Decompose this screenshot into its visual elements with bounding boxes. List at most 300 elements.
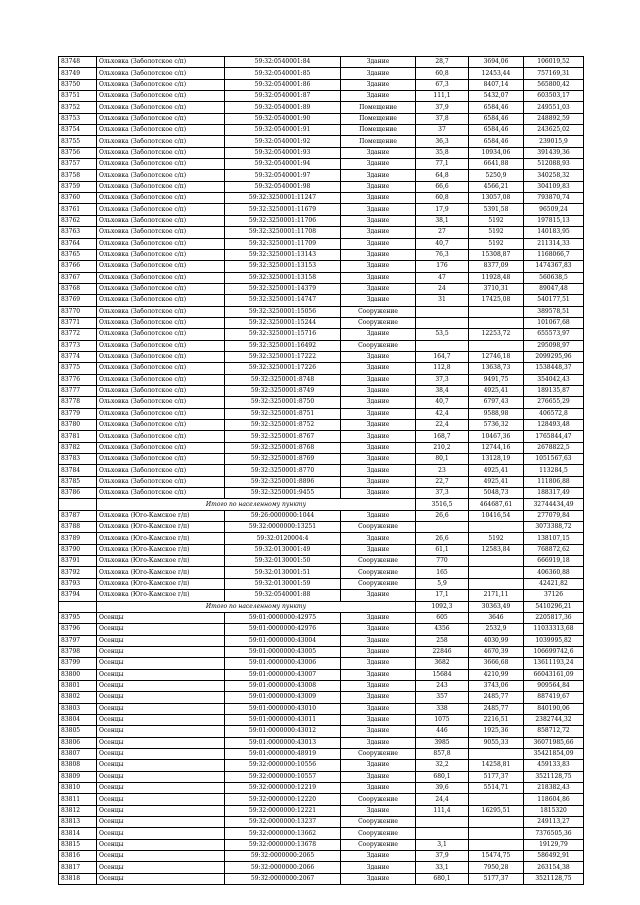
object-type-cell: Здание: [341, 646, 416, 657]
unit-value-cell: 13638,73: [469, 363, 524, 374]
locality-cell: Осенцы: [97, 794, 225, 805]
cadastral-value-cell: 340258,32: [524, 170, 584, 181]
locality-cell: Осенцы: [97, 658, 225, 669]
cadastral-value-cell: 565800,42: [524, 79, 584, 90]
area-cell: 243: [416, 680, 469, 691]
cadastral-value-cell: 243625,02: [524, 125, 584, 136]
unit-value-cell: 5514,71: [469, 783, 524, 794]
row-number: 83764: [59, 238, 97, 249]
area-cell: 77,1: [416, 159, 469, 170]
unit-value-cell: 5192: [469, 227, 524, 238]
locality-cell: Ольховка (Юго-Камское г/п): [97, 578, 225, 589]
row-number: 83759: [59, 181, 97, 192]
row-number: 83752: [59, 102, 97, 113]
unit-value-cell: 6584,46: [469, 125, 524, 136]
cadastral-value-cell: 111806,88: [524, 476, 584, 487]
object-type-cell: Здание: [341, 420, 416, 431]
cadastral-value-cell: 2382744,32: [524, 714, 584, 725]
area-cell: 53,5: [416, 329, 469, 340]
unit-value-cell: 2216,51: [469, 714, 524, 725]
area-cell: 3682: [416, 658, 469, 669]
subtotal-label: Итого по населенному пункту: [97, 601, 416, 612]
locality-cell: Ольховка (Юго-Камское г/п): [97, 533, 225, 544]
table-row: [59, 612, 584, 623]
area-cell: 3516,5: [416, 499, 469, 510]
area-cell: 26,6: [416, 533, 469, 544]
object-type-cell: Здание: [341, 805, 416, 816]
area-cell: 680,1: [416, 873, 469, 884]
object-type-cell: Сооружение: [341, 794, 416, 805]
unit-value-cell: 12453,44: [469, 68, 524, 79]
cadastral-value-cell: 2678822,5: [524, 442, 584, 453]
cadastral-value-cell: 3521128,75: [524, 873, 584, 884]
object-type-cell: Сооружение: [341, 556, 416, 567]
row-number: 83788: [59, 522, 97, 533]
locality-cell: Ольховка (Юго-Камское г/п): [97, 510, 225, 521]
area-cell: 4356: [416, 624, 469, 635]
object-type-cell: Здание: [341, 737, 416, 748]
row-number: 83778: [59, 397, 97, 408]
cadastral-value-cell: 512088,93: [524, 159, 584, 170]
unit-value-cell: [469, 794, 524, 805]
area-cell: 38,1: [416, 215, 469, 226]
object-type-cell: Здание: [341, 431, 416, 442]
row-number: 83780: [59, 420, 97, 431]
unit-value-cell: 11928,48: [469, 272, 524, 283]
area-cell: 60,8: [416, 193, 469, 204]
unit-value-cell: 3694,06: [469, 57, 524, 68]
object-type-cell: Здание: [341, 295, 416, 306]
area-cell: 37: [416, 125, 469, 136]
table-row: [59, 692, 584, 703]
cadastral-number-cell: 59:32:3250001:8768: [225, 442, 341, 453]
row-number: 83756: [59, 147, 97, 158]
area-cell: 37,8: [416, 113, 469, 124]
cadastral-number-cell: 59:01:0000000:42975: [225, 612, 341, 623]
cadastral-value-cell: 406360,88: [524, 567, 584, 578]
object-type-cell: Здание: [341, 612, 416, 623]
cadastral-number-cell: 59:32:0130001:49: [225, 544, 341, 555]
cadastral-value-cell: 32744434,49: [524, 499, 584, 510]
cadastral-value-cell: 840190,06: [524, 703, 584, 714]
table-row: [59, 817, 584, 828]
object-type-cell: Здание: [341, 215, 416, 226]
unit-value-cell: 4210,99: [469, 669, 524, 680]
table-row: [59, 533, 584, 544]
locality-cell: Ольховка (Заболотское с/п): [97, 147, 225, 158]
unit-value-cell: 2171,11: [469, 590, 524, 601]
row-number: 83809: [59, 771, 97, 782]
cadastral-number-cell: 59:32:0540001:93: [225, 147, 341, 158]
locality-cell: Осенцы: [97, 692, 225, 703]
table-row: [59, 476, 584, 487]
cadastral-value-cell: 36071985,66: [524, 737, 584, 748]
table-row: [59, 771, 584, 782]
table-row: [59, 578, 584, 589]
table-row: [59, 340, 584, 351]
unit-value-cell: 10934,06: [469, 147, 524, 158]
object-type-cell: Здание: [341, 692, 416, 703]
cadastral-number-cell: 59:32:0540001:88: [225, 590, 341, 601]
row-number: 83748: [59, 57, 97, 68]
unit-value-cell: [469, 817, 524, 828]
object-type-cell: Здание: [341, 181, 416, 192]
locality-cell: Ольховка (Заболотское с/п): [97, 397, 225, 408]
table-row: [59, 204, 584, 215]
object-type-cell: Сооружение: [341, 317, 416, 328]
empty-cell: [59, 499, 97, 510]
area-cell: 17,9: [416, 204, 469, 215]
row-number: 83803: [59, 703, 97, 714]
property-register-table: [58, 56, 584, 885]
locality-cell: Ольховка (Заболотское с/п): [97, 261, 225, 272]
object-type-cell: Сооружение: [341, 578, 416, 589]
area-cell: 31: [416, 295, 469, 306]
table-row: [59, 261, 584, 272]
row-number: 83802: [59, 692, 97, 703]
area-cell: [416, 522, 469, 533]
row-number: 83785: [59, 476, 97, 487]
cadastral-number-cell: 59:32:3250001:13153: [225, 261, 341, 272]
area-cell: 38,4: [416, 385, 469, 396]
table-row: [59, 306, 584, 317]
table-row: [59, 351, 584, 362]
unit-value-cell: [469, 748, 524, 759]
table-row: [59, 181, 584, 192]
cadastral-number-cell: 59:32:0540001:86: [225, 79, 341, 90]
cadastral-number-cell: 59:32:0000000:12220: [225, 794, 341, 805]
unit-value-cell: 6584,46: [469, 113, 524, 124]
unit-value-cell: [469, 578, 524, 589]
object-type-cell: Здание: [341, 193, 416, 204]
area-cell: [416, 340, 469, 351]
cadastral-number-cell: 59:32:0000000:13237: [225, 817, 341, 828]
cadastral-number-cell: 59:32:3250001:15056: [225, 306, 341, 317]
cadastral-value-cell: 666919,18: [524, 556, 584, 567]
area-cell: 5,9: [416, 578, 469, 589]
row-number: 83762: [59, 215, 97, 226]
object-type-cell: Здание: [341, 760, 416, 771]
area-cell: 28,7: [416, 57, 469, 68]
area-cell: 168,7: [416, 431, 469, 442]
locality-cell: Ольховка (Заболотское с/п): [97, 193, 225, 204]
unit-value-cell: 4566,21: [469, 181, 524, 192]
unit-value-cell: [469, 556, 524, 567]
unit-value-cell: 13057,08: [469, 193, 524, 204]
object-type-cell: Здание: [341, 68, 416, 79]
row-number: 83812: [59, 805, 97, 816]
cadastral-number-cell: 59:01:0000000:43013: [225, 737, 341, 748]
unit-value-cell: [469, 567, 524, 578]
unit-value-cell: 3666,68: [469, 658, 524, 669]
unit-value-cell: 3743,06: [469, 680, 524, 691]
row-number: 83782: [59, 442, 97, 453]
table-row: [59, 680, 584, 691]
unit-value-cell: 4925,41: [469, 465, 524, 476]
subtotal-row: [59, 499, 584, 510]
cadastral-number-cell: 59:32:0130001:59: [225, 578, 341, 589]
cadastral-value-cell: 1168066,7: [524, 249, 584, 260]
cadastral-number-cell: 59:01:0000000:43005: [225, 646, 341, 657]
table-row: [59, 442, 584, 453]
cadastral-value-cell: 1474367,83: [524, 261, 584, 272]
cadastral-number-cell: 59:01:0000000:43008: [225, 680, 341, 691]
unit-value-cell: 4030,99: [469, 635, 524, 646]
area-cell: 338: [416, 703, 469, 714]
cadastral-number-cell: 59:32:0540001:89: [225, 102, 341, 113]
cadastral-number-cell: 59:32:0130001:51: [225, 567, 341, 578]
object-type-cell: Здание: [341, 510, 416, 521]
unit-value-cell: 10416,54: [469, 510, 524, 521]
area-cell: 27: [416, 227, 469, 238]
cadastral-number-cell: 59:32:0000000:12219: [225, 783, 341, 794]
locality-cell: Ольховка (Заболотское с/п): [97, 136, 225, 147]
row-number: 83804: [59, 714, 97, 725]
locality-cell: Осенцы: [97, 760, 225, 771]
cadastral-value-cell: 248892,59: [524, 113, 584, 124]
cadastral-number-cell: 59:32:0000000:2066: [225, 862, 341, 873]
object-type-cell: Здание: [341, 261, 416, 272]
cadastral-number-cell: 59:32:3250001:14747: [225, 295, 341, 306]
area-cell: [416, 828, 469, 839]
cadastral-value-cell: 768872,62: [524, 544, 584, 555]
table-row: [59, 57, 584, 68]
locality-cell: Осенцы: [97, 737, 225, 748]
area-cell: 111,1: [416, 91, 469, 102]
unit-value-cell: 6797,43: [469, 397, 524, 408]
table-row: [59, 454, 584, 465]
table-row: [59, 703, 584, 714]
unit-value-cell: 1925,36: [469, 726, 524, 737]
cadastral-number-cell: 59:01:0000000:43012: [225, 726, 341, 737]
row-number: 83761: [59, 204, 97, 215]
cadastral-number-cell: 59:32:0540001:85: [225, 68, 341, 79]
table-row: [59, 726, 584, 737]
cadastral-number-cell: 59:32:0540001:91: [225, 125, 341, 136]
cadastral-number-cell: 59:01:0000000:43006: [225, 658, 341, 669]
unit-value-cell: 5391,58: [469, 204, 524, 215]
unit-value-cell: 14258,81: [469, 760, 524, 771]
cadastral-number-cell: 59:32:0000000:10556: [225, 760, 341, 771]
row-number: 83776: [59, 374, 97, 385]
row-number: 83771: [59, 317, 97, 328]
row-number: 83755: [59, 136, 97, 147]
cadastral-value-cell: 655573,97: [524, 329, 584, 340]
table-row: [59, 91, 584, 102]
unit-value-cell: 8407,14: [469, 79, 524, 90]
table-row: [59, 102, 584, 113]
object-type-cell: Здание: [341, 79, 416, 90]
object-type-cell: Здание: [341, 374, 416, 385]
unit-value-cell: 5192: [469, 215, 524, 226]
locality-cell: Ольховка (Заболотское с/п): [97, 329, 225, 340]
cadastral-value-cell: 96509,24: [524, 204, 584, 215]
row-number: 83816: [59, 851, 97, 862]
locality-cell: Осенцы: [97, 862, 225, 873]
cadastral-value-cell: 540177,51: [524, 295, 584, 306]
row-number: 83793: [59, 578, 97, 589]
locality-cell: Осенцы: [97, 873, 225, 884]
area-cell: 258: [416, 635, 469, 646]
cadastral-value-cell: 138107,15: [524, 533, 584, 544]
cadastral-value-cell: 66043161,09: [524, 669, 584, 680]
locality-cell: Осенцы: [97, 726, 225, 737]
row-number: 83810: [59, 783, 97, 794]
area-cell: 32,2: [416, 760, 469, 771]
table-row: [59, 215, 584, 226]
unit-value-cell: 6641,88: [469, 159, 524, 170]
area-cell: 47: [416, 272, 469, 283]
row-number: 83789: [59, 533, 97, 544]
cadastral-value-cell: 118604,86: [524, 794, 584, 805]
locality-cell: Ольховка (Заболотское с/п): [97, 295, 225, 306]
locality-cell: Ольховка (Юго-Камское г/п): [97, 556, 225, 567]
cadastral-value-cell: 35421854,09: [524, 748, 584, 759]
cadastral-number-cell: 59:32:3250001:8767: [225, 431, 341, 442]
row-number: 83817: [59, 862, 97, 873]
table-row: [59, 397, 584, 408]
cadastral-value-cell: 391439,36: [524, 147, 584, 158]
object-type-cell: Здание: [341, 397, 416, 408]
locality-cell: Ольховка (Заболотское с/п): [97, 238, 225, 249]
cadastral-number-cell: 59:01:0000000:43004: [225, 635, 341, 646]
locality-cell: Осенцы: [97, 612, 225, 623]
unit-value-cell: 464687,61: [469, 499, 524, 510]
area-cell: 22846: [416, 646, 469, 657]
table-row: [59, 862, 584, 873]
unit-value-cell: 3710,31: [469, 283, 524, 294]
locality-cell: Ольховка (Заболотское с/п): [97, 465, 225, 476]
table-row: [59, 193, 584, 204]
object-type-cell: Здание: [341, 363, 416, 374]
cadastral-number-cell: 59:01:0000000:43010: [225, 703, 341, 714]
locality-cell: Осенцы: [97, 851, 225, 862]
row-number: 83769: [59, 295, 97, 306]
object-type-cell: Здание: [341, 454, 416, 465]
locality-cell: Осенцы: [97, 680, 225, 691]
locality-cell: Ольховка (Заболотское с/п): [97, 159, 225, 170]
locality-cell: Ольховка (Заболотское с/п): [97, 204, 225, 215]
table-row: [59, 646, 584, 657]
table-row: [59, 113, 584, 124]
area-cell: 22,7: [416, 476, 469, 487]
cadastral-value-cell: 757169,31: [524, 68, 584, 79]
cadastral-number-cell: 59:32:0540001:97: [225, 170, 341, 181]
object-type-cell: Здание: [341, 680, 416, 691]
locality-cell: Осенцы: [97, 669, 225, 680]
area-cell: 1075: [416, 714, 469, 725]
locality-cell: Ольховка (Заболотское с/п): [97, 249, 225, 260]
table-row: [59, 147, 584, 158]
cadastral-number-cell: 59:32:0000000:12221: [225, 805, 341, 816]
cadastral-number-cell: 59:32:3250001:11679: [225, 204, 341, 215]
row-number: 83794: [59, 590, 97, 601]
row-number: 83792: [59, 567, 97, 578]
unit-value-cell: 5432,07: [469, 91, 524, 102]
cadastral-number-cell: 59:32:3250001:11247: [225, 193, 341, 204]
cadastral-number-cell: 59:32:3250001:14379: [225, 283, 341, 294]
table-row: [59, 510, 584, 521]
locality-cell: Ольховка (Заболотское с/п): [97, 306, 225, 317]
locality-cell: Ольховка (Заболотское с/п): [97, 317, 225, 328]
locality-cell: Ольховка (Заболотское с/п): [97, 283, 225, 294]
row-number: 83814: [59, 828, 97, 839]
row-number: 83791: [59, 556, 97, 567]
cadastral-value-cell: 603503,17: [524, 91, 584, 102]
locality-cell: Ольховка (Заболотское с/п): [97, 68, 225, 79]
row-number: 83783: [59, 454, 97, 465]
object-type-cell: Здание: [341, 476, 416, 487]
area-cell: 33,1: [416, 862, 469, 873]
table-row: [59, 329, 584, 340]
area-cell: [416, 306, 469, 317]
cadastral-number-cell: 59:32:0540001:92: [225, 136, 341, 147]
unit-value-cell: [469, 839, 524, 850]
row-number: 83753: [59, 113, 97, 124]
table-row: [59, 828, 584, 839]
cadastral-number-cell: 59:32:3250001:8751: [225, 408, 341, 419]
object-type-cell: Сооружение: [341, 828, 416, 839]
unit-value-cell: 8377,09: [469, 261, 524, 272]
table-row: [59, 760, 584, 771]
cadastral-number-cell: 59:32:3250001:11706: [225, 215, 341, 226]
table-row: [59, 839, 584, 850]
area-cell: 22,4: [416, 420, 469, 431]
cadastral-value-cell: 586492,91: [524, 851, 584, 862]
area-cell: 3985: [416, 737, 469, 748]
object-type-cell: Здание: [341, 669, 416, 680]
cadastral-value-cell: 197815,13: [524, 215, 584, 226]
table-row: [59, 408, 584, 419]
table-row: [59, 374, 584, 385]
cadastral-value-cell: 276655,29: [524, 397, 584, 408]
object-type-cell: Здание: [341, 783, 416, 794]
table-row: [59, 556, 584, 567]
table-row: [59, 590, 584, 601]
area-cell: 357: [416, 692, 469, 703]
cadastral-value-cell: 37126: [524, 590, 584, 601]
table-row: [59, 125, 584, 136]
cadastral-value-cell: 211314,33: [524, 238, 584, 249]
table-body: [59, 57, 584, 885]
object-type-cell: Сооружение: [341, 522, 416, 533]
table-row: [59, 748, 584, 759]
cadastral-number-cell: 59:26:0000000:1044: [225, 510, 341, 521]
empty-cell: [59, 601, 97, 612]
area-cell: 42,4: [416, 408, 469, 419]
object-type-cell: Сооружение: [341, 839, 416, 850]
area-cell: 111,4: [416, 805, 469, 816]
row-number: 83760: [59, 193, 97, 204]
locality-cell: Осенцы: [97, 714, 225, 725]
cadastral-value-cell: 106019,52: [524, 57, 584, 68]
cadastral-value-cell: 1765844,47: [524, 431, 584, 442]
cadastral-number-cell: 59:01:0000000:43009: [225, 692, 341, 703]
row-number: 83770: [59, 306, 97, 317]
table-row: [59, 170, 584, 181]
table-row: [59, 238, 584, 249]
locality-cell: Осенцы: [97, 783, 225, 794]
locality-cell: Ольховка (Заболотское с/п): [97, 454, 225, 465]
cadastral-number-cell: 59:32:3250001:8748: [225, 374, 341, 385]
cadastral-value-cell: 263154,38: [524, 862, 584, 873]
locality-cell: Ольховка (Заболотское с/п): [97, 215, 225, 226]
area-cell: 23: [416, 465, 469, 476]
unit-value-cell: [469, 340, 524, 351]
table-row: [59, 227, 584, 238]
locality-cell: Ольховка (Заболотское с/п): [97, 181, 225, 192]
locality-cell: Осенцы: [97, 703, 225, 714]
